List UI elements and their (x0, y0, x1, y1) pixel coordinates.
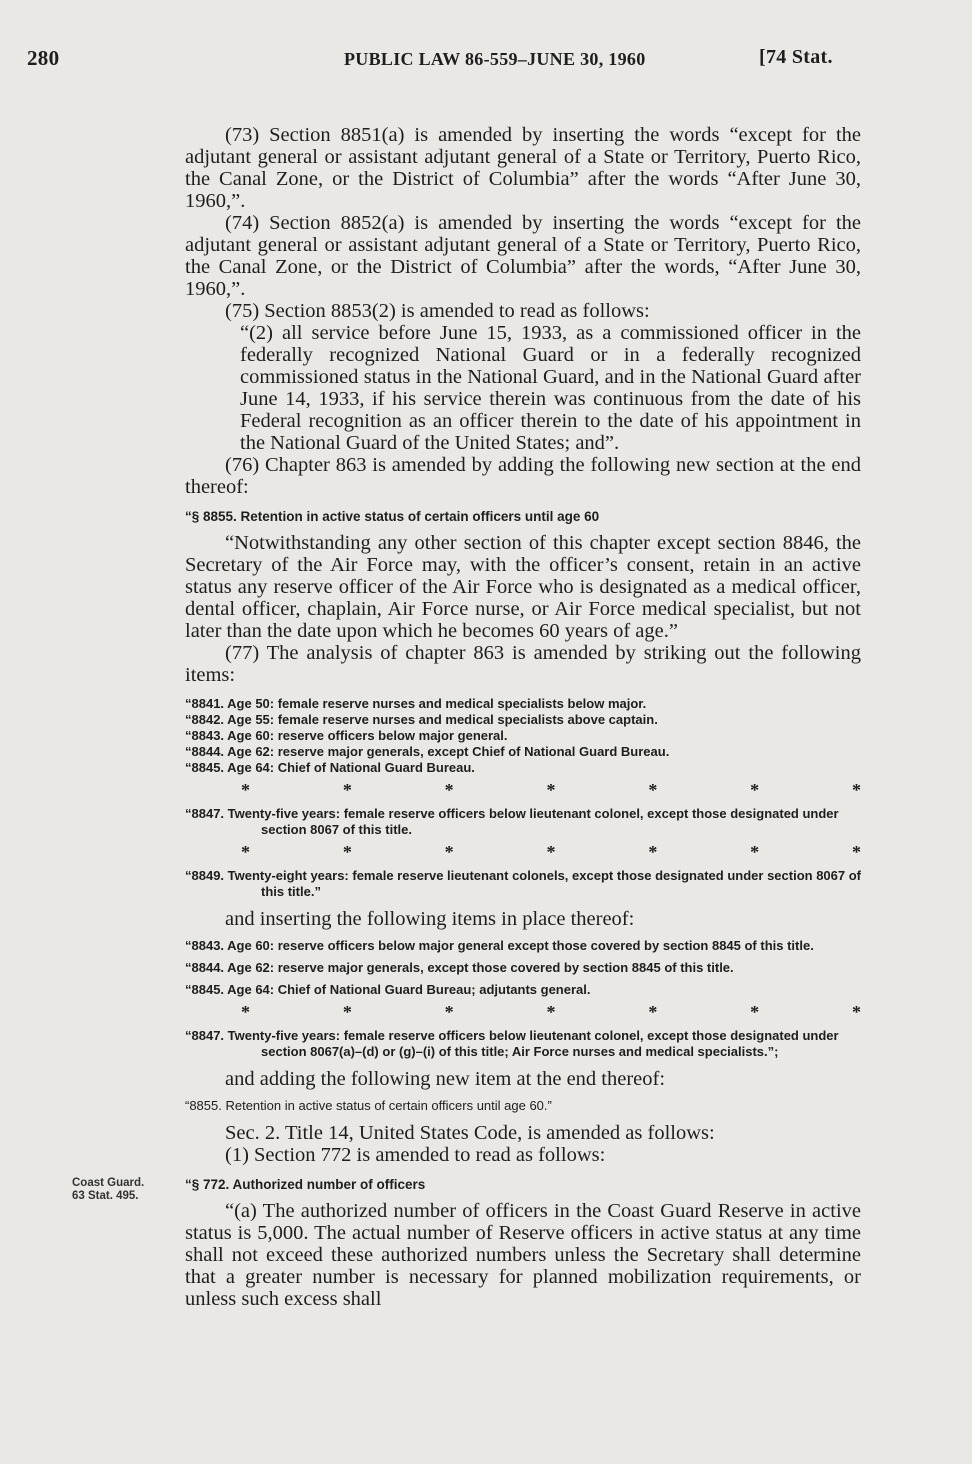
struck-item-8844: “8844. Age 62: reserve major generals, except Chief of National Guard Bureau. (185, 744, 670, 759)
struck-item-8843: “8843. Age 60: reserve officers below major general. (185, 728, 508, 743)
paragraph-76: (76) Chapter 863 is amended by adding the following new section at the end thereof: (185, 454, 861, 498)
struck-item-8845: “8845. Age 64: Chief of National Guard Bureau. (185, 760, 475, 775)
insert-intro: and inserting the following items in place thereof: (225, 908, 635, 930)
section-772-heading: “§ 772. Authorized number of officers (185, 1177, 426, 1192)
margin-note-line2: 63 Stat. 495. (72, 1190, 139, 1202)
margin-note (72, 1177, 144, 1203)
paragraph-75-quote: “(2) all service before June 15, 1933, as a commissioned officer in the federally recognized National Guard or in a federally recognized commissioned status in the National Guard, and in the National Guard after June 14, 1933, if his service therein was continuous from the date of his Federal recognition as an officer therein to the date of his appointment in the National Guard of the United States; and”. (240, 322, 861, 454)
new-item-8855: “8855. Retention in active status of certain officers until age 60.” (185, 1098, 552, 1113)
inserted-item-8843: “8843. Age 60: reserve officers below major general except those covered by section 8845 of this title. (185, 938, 814, 953)
paragraph-75: (75) Section 8853(2) is amended to read as follows: (225, 300, 650, 322)
inserted-item-8844: “8844. Age 62: reserve major generals, except those covered by section 8845 of this title. (185, 960, 734, 975)
omission-stars: * * * * * * * (241, 780, 861, 800)
inserted-item-8847: “8847. Twenty-five years: female reserve officers below lieutenant colonel, except those designated under section 8067(a)–(d) or (g)–(i) of this title; Air Force nurses and medical specialists.”; (185, 1028, 839, 1059)
omission-stars: * * * * * * * (241, 842, 861, 862)
struck-item-8842: “8842. Age 55: female reserve nurses and medical specialists above captain. (185, 712, 658, 727)
inserted-item-8845: “8845. Age 64: Chief of National Guard Bureau; adjutants general. (185, 982, 591, 997)
struck-item-8841: “8841. Age 50: female reserve nurses and medical specialists below major. (185, 696, 647, 711)
margin-note-line1: Coast Guard. (72, 1177, 145, 1189)
paragraph-74: (74) Section 8852(a) is amended by inserting the words “except for the adjutant general or assistant adjutant general of a State or Territory, Puerto Rico, the Canal Zone, or the District of Columbia” after the words, “After June 30, 1960,”. (185, 212, 861, 300)
section-2: Sec. 2. Title 14, United States Code, is amended as follows: (225, 1122, 715, 1144)
page-number: 280 (27, 46, 60, 70)
paragraph-77: (77) The analysis of chapter 863 is amended by striking out the following items: (185, 642, 861, 686)
statute-reference: [74 Stat. (759, 46, 833, 68)
struck-item-8849: “8849. Twenty-eight years: female reserve lieutenant colonels, except those designated under section 8067 of this title.” (185, 868, 861, 899)
paragraph-73: (73) Section 8851(a) is amended by inserting the words “except for the adjutant general or assistant adjutant general of a State or Territory, Puerto Rico, the Canal Zone, or the District of Columbia” after the words “After June 30, 1960,”. (185, 124, 861, 212)
body-text (185, 124, 861, 1310)
section-8855-text: “Notwithstanding any other section of this chapter except section 8846, the Secretary of the Air Force may, with the officer’s consent, retain in an active status any reserve officer of the Air Force who is designated as a medical officer, dental officer, chaplain, Air Force nurse, or Air Force medical specialist, but not later than the date upon which he becomes 60 years of age.” (185, 532, 861, 642)
section-772-text: “(a) The authorized number of officers in the Coast Guard Reserve in active status is 5,000. The actual number of Reserve officers in active status at any time shall not exceed these authorized numbers unless the Secretary shall determine that a greater number is necessary for planned mobilization requirements, or unless such excess shall (185, 1200, 861, 1310)
omission-stars: * * * * * * * (241, 1002, 861, 1022)
section-8855-heading: “§ 8855. Retention in active status of certain officers until age 60 (185, 509, 600, 524)
struck-item-8847: “8847. Twenty-five years: female reserve officers below lieutenant colonel, except those designated under section 8067 of this title. (185, 806, 839, 837)
adding-intro: and adding the following new item at the end thereof: (225, 1068, 666, 1090)
running-header-title: PUBLIC LAW 86-559–JUNE 30, 1960 (344, 49, 646, 69)
section-2-item-1: (1) Section 772 is amended to read as follows: (225, 1144, 606, 1166)
